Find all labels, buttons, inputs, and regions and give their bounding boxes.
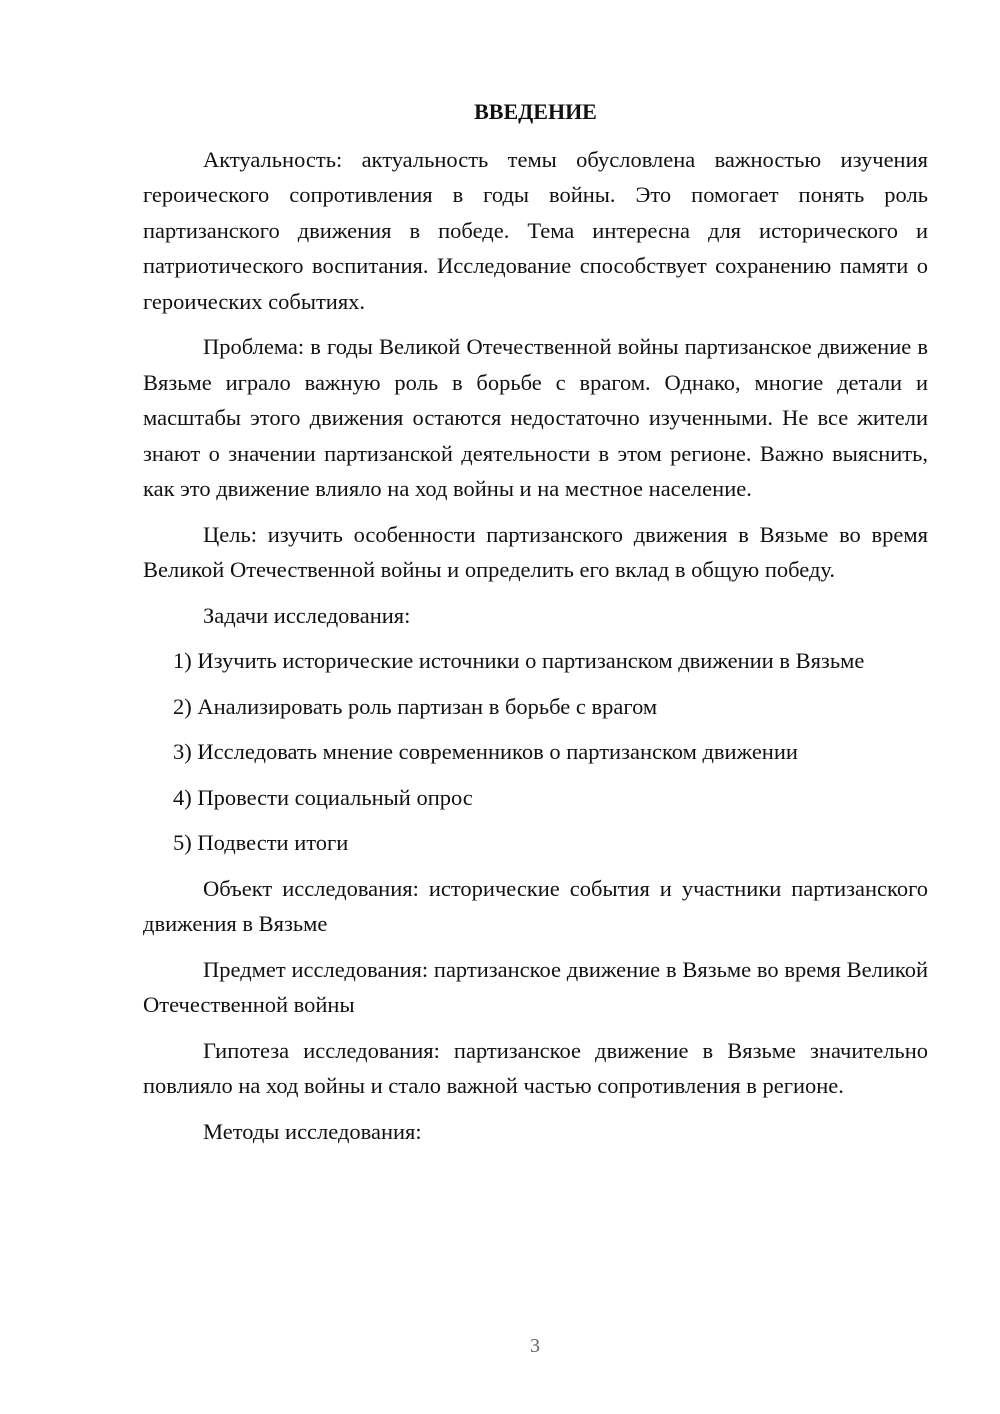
paragraph-relevance: Актуальность: актуальность темы обусловлена важностью изучения героического сопротивления в годы войны. Это помогает понять роль партизанского движения в победе. Тема интересна для исторического и патриотического воспитания. Исследование способствует сохранению памяти о героических событиях.: [143, 146, 928, 314]
page-content: [143, 94, 928, 1149]
paragraph-goal: Цель: изучить особенности партизанского движения в Вязьме во время Великой Отечественной войны и определить его вклад в общую победу.: [143, 521, 928, 582]
list-item: 4) Провести социальный опрос: [173, 784, 473, 810]
tasks-list: [143, 643, 928, 861]
tasks-title: Задачи исследования:: [203, 602, 411, 628]
paragraph-hypothesis: Гипотеза исследования: партизанское движение в Вязьме значительно повлияло на ход войны и стало важной частью сопротивления в регионе.: [143, 1037, 928, 1098]
paragraph-methods: Методы исследования:: [203, 1118, 422, 1144]
list-item: 1) Изучить исторические источники о партизанском движении в Вязьме: [173, 648, 865, 673]
list-item: 2) Анализировать роль партизан в борьбе с врагом: [173, 693, 658, 719]
list-item: 3) Исследовать мнение современников о партизанском движении: [173, 739, 798, 764]
paragraph-problem: Проблема: в годы Великой Отечественной войны партизанское движение в Вязьме играло важную роль в борьбе с врагом. Однако, многие детали и масштабы этого движения остаются недостаточно изученными. Не все жители знают о значении партизанской деятельности в этом регионе. Важно выяснить, как это движение влияло на ход войны и на местное население.: [143, 334, 928, 501]
paragraph-object: Объект исследования: исторические события и участники партизанского движения в Вязьме: [143, 875, 928, 936]
page-title: ВВЕДЕНИЕ: [474, 99, 597, 124]
list-item: 5) Подвести итоги: [173, 830, 349, 855]
page-number: 3: [530, 1335, 540, 1357]
paragraph-subject: Предмет исследования: партизанское движение в Вязьме во время Великой Отечественной войны: [143, 956, 928, 1017]
